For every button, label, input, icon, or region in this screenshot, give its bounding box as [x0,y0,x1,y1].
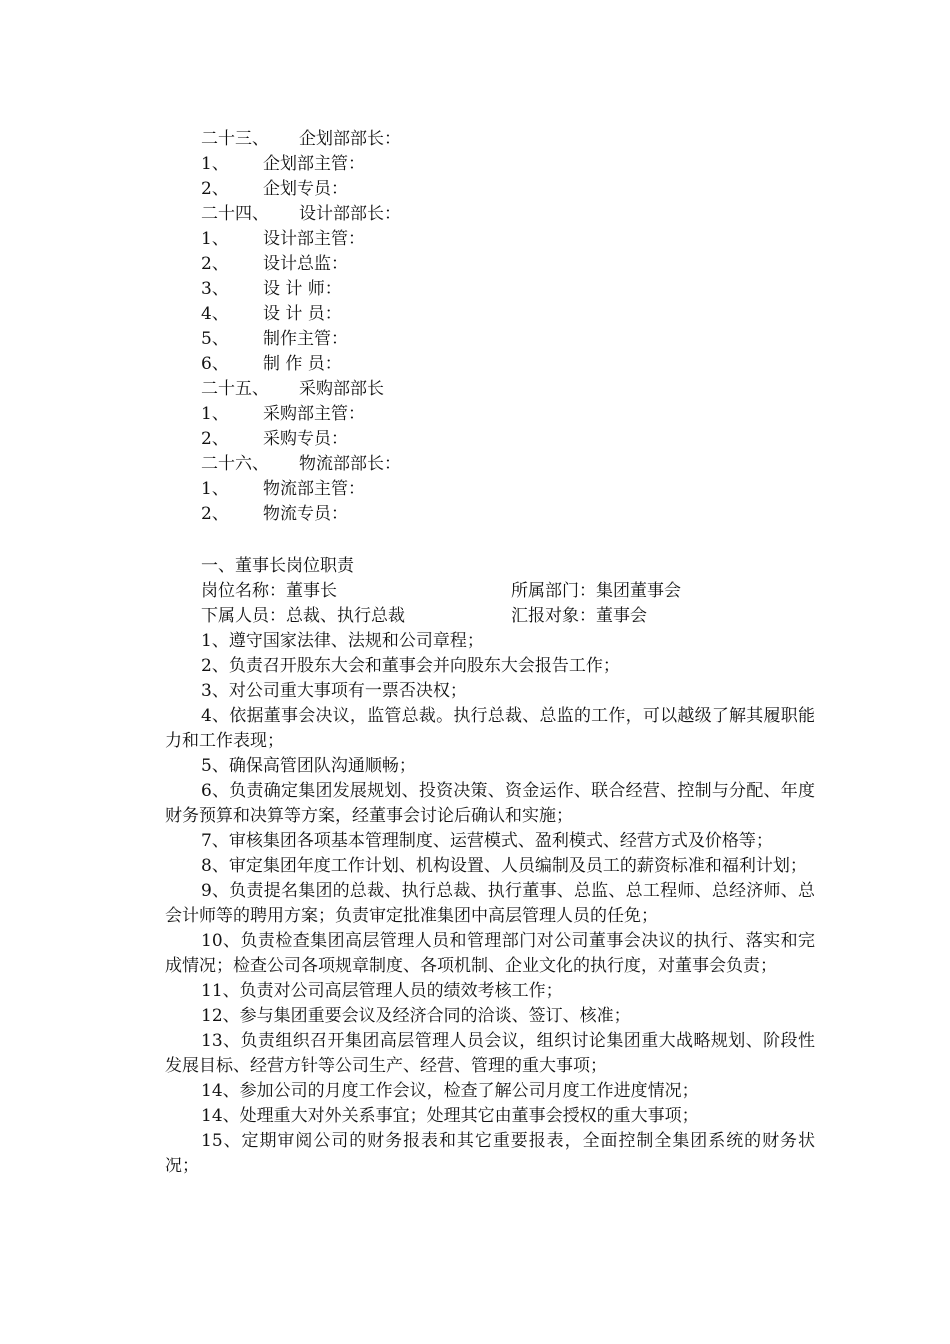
item-text: 物流部主管： [263,479,365,499]
list-item [165,277,815,302]
section-heading [165,452,815,477]
item-text: 采购部主管： [263,404,365,424]
item-text: 企划部主管： [263,154,365,174]
department-name: 所属部门：集团董事会 [511,581,681,601]
item-number: 3、 [201,279,229,299]
list-item [165,302,815,327]
list-item [165,352,815,377]
list-item [165,477,815,502]
item-number: 1、 [201,404,229,424]
duty-item: 15、定期审阅公司的财务报表和其它重要报表，全面控制全集团系统的财务状况； [165,1131,815,1176]
duty-item: 5、确保高管团队沟通顺畅； [201,756,416,776]
list-item [165,502,815,527]
chapter-heading: 一、董事长岗位职责 [201,556,354,576]
section-heading [165,127,815,152]
item-number: 1、 [201,479,229,499]
duty-item: 13、负责组织召开集团高层管理人员会议，组织讨论集团重大战略规划、阶段性发展目标、经营方针等公司生产、经营、管理的重大事项； [165,1031,815,1076]
duty-item: 8、审定集团年度工作计划、机构设置、人员编制及员工的薪资标准和福利计划； [201,856,807,876]
item-number: 2、 [201,504,229,524]
list-item [165,152,815,177]
section-title: 采购部部长 [299,379,384,399]
item-number: 2、 [201,179,229,199]
section-number: 二十六、 [201,454,269,474]
list-item [165,227,815,252]
section-title: 企划部部长： [299,129,401,149]
duty-item: 1、遵守国家法律、法规和公司章程； [201,631,484,651]
item-number: 1、 [201,229,229,249]
report-to: 汇报对象：董事会 [511,606,647,626]
item-number: 5、 [201,329,229,349]
duty-item: 6、负责确定集团发展规划、投资决策、资金运作、联合经营、控制与分配、年度财务预算和决算等方案，经董事会讨论后确认和实施； [165,781,815,826]
duty-item: 9、负责提名集团的总裁、执行总裁、执行董事、总监、总工程师、总经济师、总会计师等的聘用方案；负责审定批准集团中高层管理人员的任免； [165,881,815,926]
item-text: 设计总监： [263,254,348,274]
duty-item: 12、参与集团重要会议及经济合同的洽谈、签订、核准； [201,1006,631,1026]
duty-item: 3、对公司重大事项有一票否决权； [201,681,467,701]
item-text: 设 计 师： [263,279,342,299]
list-item [165,177,815,202]
position-name: 岗位名称：董事长 [201,581,337,601]
item-number: 4、 [201,304,229,324]
list-item [165,252,815,277]
item-text: 制作主管： [263,329,348,349]
section-number: 二十四、 [201,204,269,224]
section-title: 物流部部长： [299,454,401,474]
duty-item: 14、参加公司的月度工作会议，检查了解公司月度工作进度情况； [201,1081,699,1101]
item-number: 1、 [201,154,229,174]
list-item [165,402,815,427]
item-text: 制 作 员： [263,354,342,374]
item-number: 2、 [201,429,229,449]
item-text: 物流专员： [263,504,348,524]
section-title: 设计部部长： [299,204,401,224]
section-number: 二十五、 [201,379,269,399]
list-item [165,427,815,452]
section-heading [165,202,815,227]
item-text: 企划专员： [263,179,348,199]
duty-item: 2、负责召开股东大会和董事会并向股东大会报告工作； [201,656,620,676]
item-number: 2、 [201,254,229,274]
info-row [165,579,815,604]
subordinates: 下属人员：总裁、执行总裁 [201,606,405,626]
duty-item: 11、负责对公司高层管理人员的绩效考核工作； [201,981,563,1001]
duty-item: 7、审核集团各项基本管理制度、运营模式、盈利模式、经营方式及价格等； [201,831,773,851]
list-item [165,327,815,352]
info-row [165,604,815,629]
section-number: 二十三、 [201,129,269,149]
duty-item: 4、依据董事会决议，监管总裁。执行总裁、总监的工作，可以越级了解其履职能力和工作表现； [165,706,815,751]
duty-item: 10、负责检查集团高层管理人员和管理部门对公司董事会决议的执行、落实和完成情况；检查公司各项规章制度、各项机制、企业文化的执行度，对董事会负责； [165,931,815,976]
document-body [165,127,815,1179]
duty-item: 14、处理重大对外关系事宜；处理其它由董事会授权的重大事项； [201,1106,699,1126]
item-text: 设 计 员： [263,304,342,324]
item-number: 6、 [201,354,229,374]
section-heading [165,377,815,402]
spacer [165,527,815,554]
item-text: 采购专员： [263,429,348,449]
item-text: 设计部主管： [263,229,365,249]
